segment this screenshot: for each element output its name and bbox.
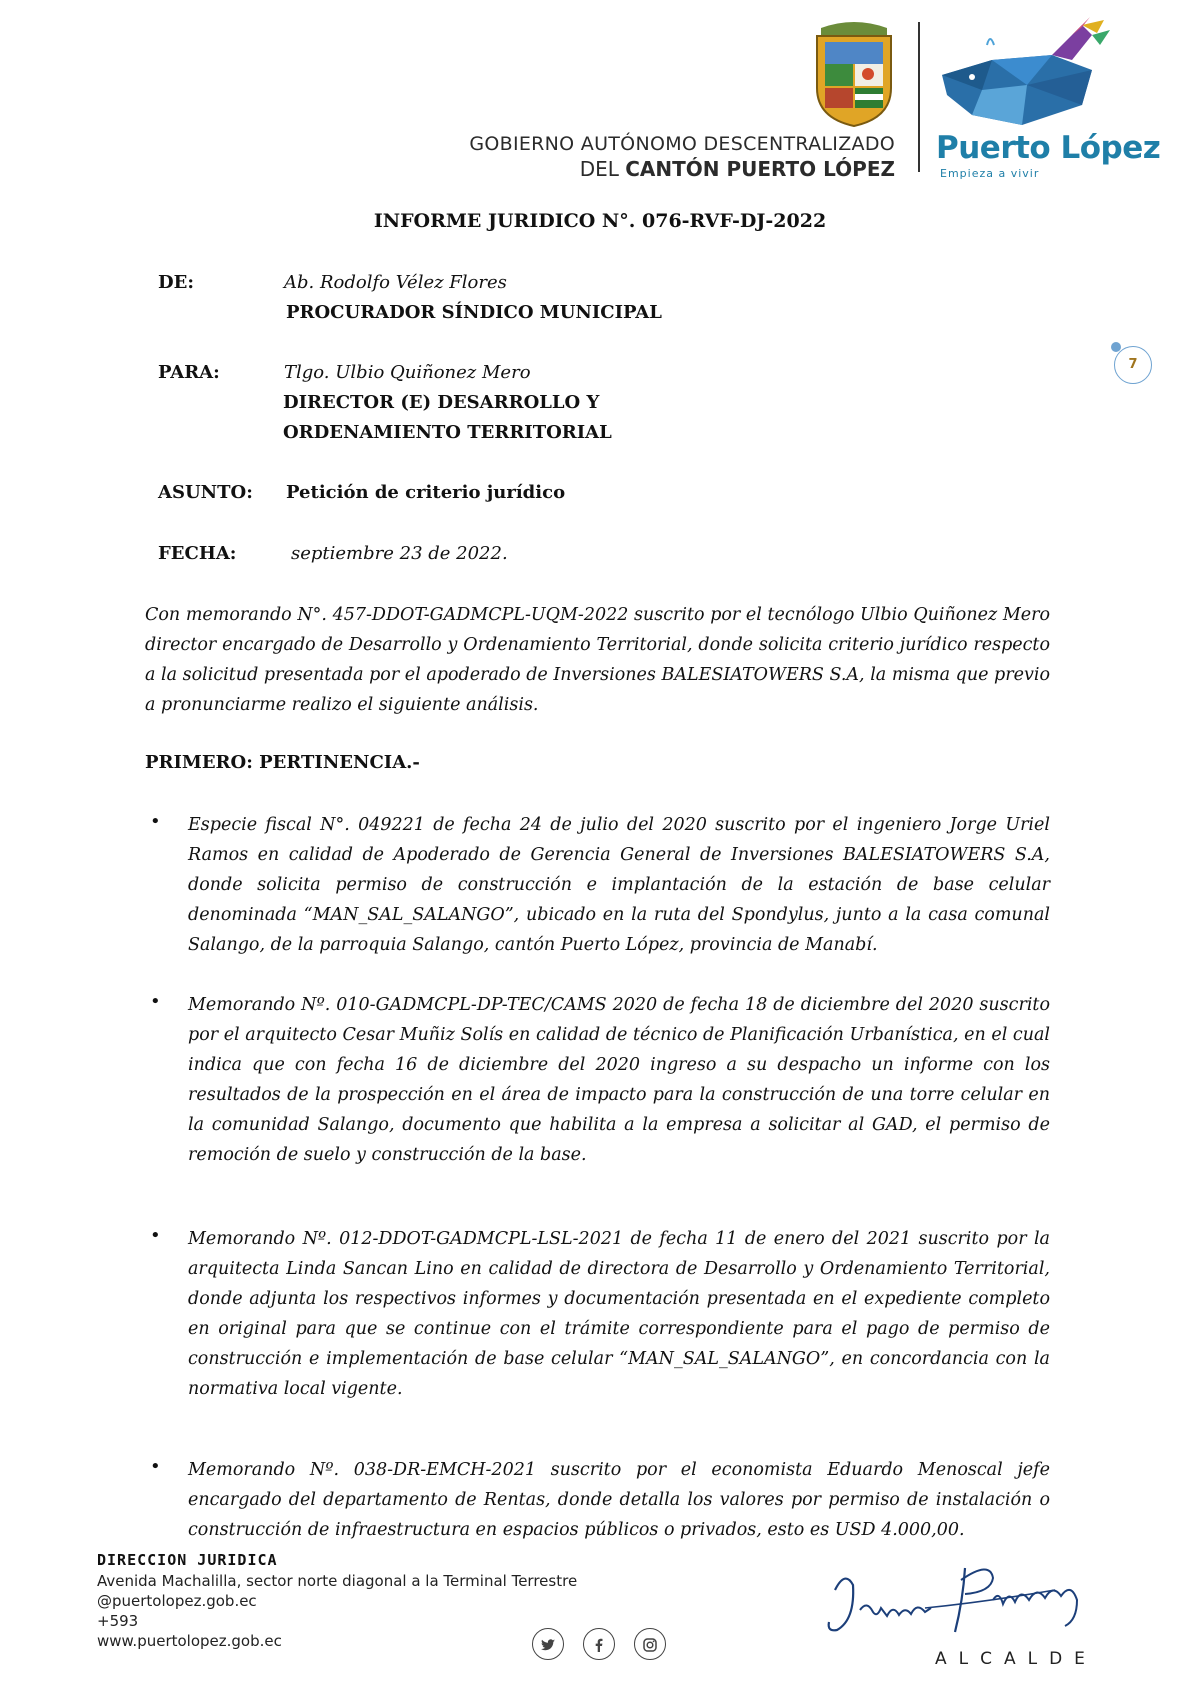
government-name-line2 <box>447 157 895 181</box>
government-name-canton: CANTÓN PUERTO LÓPEZ <box>625 157 895 181</box>
list-item: Memorando Nº. 010-GADMCPL-DP-TEC/CAMS 2020 de fecha 18 de diciembre del 2020 suscrito por el arquitecto Cesar Muñiz Solís en calidad de técnico de Planificación Urbanística, en el cual indica que con fecha 16 de diciembre del 2020 ingreso a su despacho un informe con los resultados de la prospección en el área de impacto para la construcción de una torre celular en la comunidad Salango, documento que habilita a la empresa a solicitar al GAD, el permiso de remoción de suelo y construcción de la base. <box>188 995 1050 1165</box>
page-number: 7 <box>1114 346 1152 384</box>
asunto-value: Petición de criterio jurídico <box>286 482 566 503</box>
mayor-signature <box>815 1560 1115 1640</box>
bullet-marker: • <box>150 991 161 1012</box>
government-name-prefix: DEL <box>579 157 619 181</box>
signature-role: ALCALDE <box>935 1649 1097 1669</box>
government-name-line1: GOBIERNO AUTÓNOMO DESCENTRALIZADO <box>469 133 895 155</box>
footer-phone: +593 <box>97 1612 139 1630</box>
header-divider <box>918 22 920 172</box>
footer-department: DIRECCION JURIDICA <box>97 1551 278 1569</box>
fecha-label: FECHA: <box>158 543 237 564</box>
twitter-icon[interactable] <box>532 1628 564 1660</box>
document-title: INFORME JURIDICO N°. 076-RVF-DJ-2022 <box>373 210 827 232</box>
de-name: Ab. Rodolfo Vélez Flores <box>284 272 507 293</box>
list-item: Especie fiscal N°. 049221 de fecha 24 de julio del 2020 suscrito por el ingeniero Jorge Uriel Ramos en calidad de Apoderado de Gerencia General de Inversiones BALESIATOWERS S.A, donde solicita permiso de construcción e implantación de la estación de base celular denominada “MAN_SAL_SALANGO”, ubicado en la ruta del Spondylus, junto a la casa comunal Salango, de la parroquia Salango, cantón Puerto López, provincia de Manabí. <box>188 815 1050 955</box>
bullet-marker: • <box>150 811 161 832</box>
section-title: PRIMERO: PERTINENCIA.- <box>145 752 420 773</box>
bullet-marker: • <box>150 1225 161 1246</box>
para-role-line2: ORDENAMIENTO TERRITORIAL <box>283 422 612 443</box>
footer-website[interactable]: www.puertolopez.gob.ec <box>97 1632 282 1650</box>
whale-logo-icon <box>932 15 1112 135</box>
instagram-icon[interactable] <box>634 1628 666 1660</box>
intro-paragraph: Con memorando N°. 457-DDOT-GADMCPL-UQM-2022 suscrito por el tecnólogo Ulbio Quiñonez Mero director encargado de Desarrollo y Ordenamiento Territorial, donde solicita criterio jurídico respecto a la solicitud presentada por el apoderado de Inversiones BALESIATOWERS S.A, la misma que previo a pronunciarme realizo el siguiente análisis. <box>145 605 1050 715</box>
asunto-label: ASUNTO: <box>158 482 253 503</box>
list-item: Memorando Nº. 038-DR-EMCH-2021 suscrito por el economista Eduardo Menoscal jefe encargado del departamento de Rentas, donde detalla los valores por permiso de instalación o construcción de infraestructura en espacios públicos o privados, esto es USD 4.000,00. <box>188 1460 1050 1540</box>
footer-social-handle: @puertolopez.gob.ec <box>97 1592 257 1610</box>
footer-address: Avenida Machalilla, sector norte diagonal a la Terminal Terrestre <box>97 1572 578 1590</box>
para-label: PARA: <box>158 362 220 383</box>
bullet-marker: • <box>150 1456 161 1477</box>
brand-name: Puerto López <box>936 130 1161 166</box>
de-label: DE: <box>158 272 194 293</box>
municipal-coat-of-arms-icon <box>813 18 895 128</box>
fecha-value: septiembre 23 de 2022. <box>291 543 508 564</box>
de-role: PROCURADOR SÍNDICO MUNICIPAL <box>286 302 662 323</box>
para-role-line1: DIRECTOR (E) DESARROLLO Y <box>283 392 600 413</box>
para-name: Tlgo. Ulbio Quiñonez Mero <box>284 362 531 383</box>
list-item: Memorando Nº. 012-DDOT-GADMCPL-LSL-2021 de fecha 11 de enero del 2021 suscrito por la arquitecta Linda Sancan Lino en calidad de directora de Desarrollo y Ordenamiento Territorial, donde adjunta los respectivos informes y documentación presentada en el expediente completo en original para que se continue con el trámite correspondiente para el pago de permiso de construcción e implementación de base celular “MAN_SAL_SALANGO”, en concordancia con la normativa local vigente. <box>188 1229 1050 1399</box>
brand-tagline: Empieza a vivir <box>940 167 1040 180</box>
facebook-icon[interactable] <box>583 1628 615 1660</box>
